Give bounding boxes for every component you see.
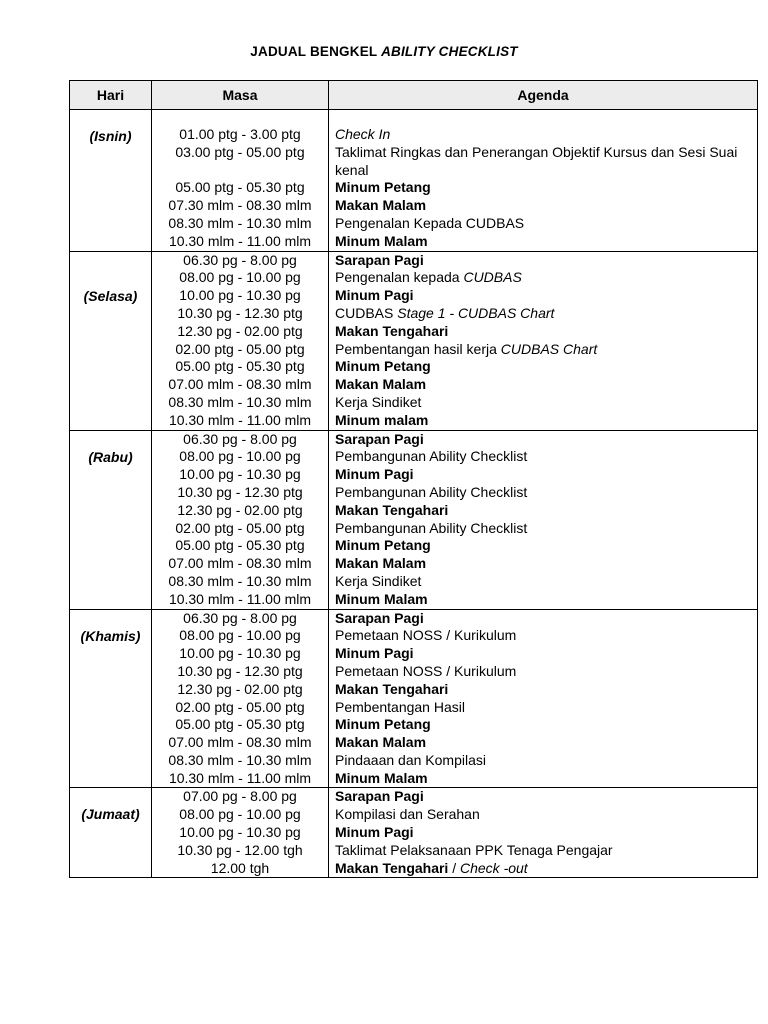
agenda-item [335, 412, 757, 430]
schedule-body [70, 110, 758, 878]
agenda-item [335, 341, 757, 359]
time-slot: 07.00 mlm - 08.30 mlm [168, 734, 312, 751]
masa-cell [152, 251, 329, 430]
agenda-item [335, 215, 757, 233]
agenda-item [335, 716, 757, 734]
agenda-item [335, 860, 757, 878]
day-name-cell [70, 788, 152, 878]
masa-cell [152, 110, 329, 252]
agenda-text: Pengenalan kepada [335, 269, 464, 286]
agenda-text: Makan Tengahari [335, 501, 449, 518]
agenda-text: Kerja Sindiket [335, 572, 422, 589]
agenda-text: Minum Malam [335, 232, 428, 249]
day-name-cell [70, 609, 152, 788]
time-slot: 05.00 ptg - 05.30 ptg [175, 537, 305, 554]
day-row [70, 788, 758, 878]
agenda-text: Makan Malam [335, 197, 427, 214]
agenda-item [335, 287, 757, 305]
time-slot: 10.30 mlm - 11.00 mlm [168, 232, 312, 249]
time-slot: 12.30 pg - 02.00 ptg [177, 322, 303, 339]
time-slot: 10.30 pg - 12.30 ptg [177, 662, 303, 679]
agenda-item [335, 555, 757, 573]
day-name: (Isnin) [89, 128, 132, 144]
time-slot: 06.30 pg - 8.00 pg [183, 609, 297, 626]
agenda-text: Pembangunan Ability Checklist [335, 519, 528, 536]
agenda-cell [329, 609, 758, 788]
time-slot: 06.30 pg - 8.00 pg [183, 430, 297, 447]
time-slot: 12.30 pg - 02.00 ptg [177, 680, 303, 697]
time-slot: 07.00 pg - 8.00 pg [183, 788, 297, 805]
agenda-item [335, 681, 757, 699]
agenda-text: Minum Malam [335, 769, 428, 786]
agenda-item [335, 734, 757, 752]
agenda-text: Minum Petang [335, 537, 431, 554]
day-name-cell [70, 110, 152, 252]
agenda-item [335, 502, 757, 520]
agenda-item [335, 752, 757, 770]
day-row [70, 110, 758, 252]
time-slot: 10.00 pg - 10.30 pg [179, 824, 301, 841]
agenda-item [335, 806, 757, 824]
agenda-text: Taklimat Pelaksanaan PPK Tenaga Pengajar [335, 841, 613, 858]
agenda-cell [329, 788, 758, 878]
agenda-item [335, 126, 757, 144]
agenda-item [335, 466, 757, 484]
time-slot: 08.30 mlm - 10.30 mlm [168, 572, 312, 589]
time-slot: 01.00 ptg - 3.00 ptg [179, 126, 301, 142]
agenda-text: Pindaaan dan Kompilasi [335, 751, 486, 768]
agenda-text: Taklimat Ringkas dan Penerangan Objektif Kursus dan Sesi Suai kenal [335, 143, 738, 178]
agenda-text: Minum Pagi [335, 645, 414, 662]
time-slot: 08.00 pg - 10.00 pg [179, 627, 301, 644]
agenda-item [335, 323, 757, 341]
agenda-item [335, 824, 757, 842]
time-slot: 10.30 pg - 12.00 tgh [177, 841, 303, 858]
time-slot: 07.00 mlm - 08.30 mlm [168, 555, 312, 572]
document-title [0, 44, 768, 59]
agenda-text: Minum Pagi [335, 287, 414, 304]
time-slot: 08.30 mlm - 10.30 mlm [168, 393, 312, 410]
agenda-text: Sarapan Pagi [335, 609, 424, 626]
day-row [70, 609, 758, 788]
time-slot: 12.00 tgh [210, 859, 270, 876]
title-italic: ABILITY CHECKLIST [381, 44, 518, 59]
time-slot: 10.00 pg - 10.30 pg [179, 466, 301, 483]
time-slot: 08.00 pg - 10.00 pg [179, 806, 301, 823]
time-slot: 08.00 pg - 10.00 pg [179, 448, 301, 465]
agenda-item [335, 788, 757, 806]
masa-cell [152, 609, 329, 788]
agenda-item [335, 431, 757, 449]
agenda-text: Makan Malam [335, 376, 427, 393]
title-main: JADUAL BENGKEL [250, 44, 382, 59]
agenda-text: Pengenalan Kepada CUDBAS [335, 214, 525, 231]
agenda-text: / [448, 859, 460, 876]
agenda-text: Minum Petang [335, 358, 431, 375]
agenda-item [335, 448, 757, 466]
agenda-text: Makan Malam [335, 734, 427, 751]
agenda-text: Pembangunan Ability Checklist [335, 448, 528, 465]
time-slot: 02.00 ptg - 05.00 ptg [175, 698, 305, 715]
time-slot: 10.30 mlm - 11.00 mlm [168, 769, 312, 786]
time-slot: 10.30 pg - 12.30 ptg [177, 304, 303, 321]
agenda-text: Kerja Sindiket [335, 393, 422, 410]
time-slot: 10.30 pg - 12.30 ptg [177, 483, 303, 500]
agenda-text: Minum Pagi [335, 824, 414, 841]
agenda-text: Pembentangan Hasil [335, 698, 465, 715]
agenda-text: Pembentangan hasil kerja [335, 340, 501, 357]
agenda-text: Pemetaan NOSS / Kurikulum [335, 662, 517, 679]
masa-cell [152, 788, 329, 878]
agenda-item [335, 233, 757, 251]
agenda-text: Pemetaan NOSS / Kurikulum [335, 627, 517, 644]
time-slot: 08.00 pg - 10.00 pg [179, 269, 301, 286]
agenda-text: Minum malam [335, 411, 429, 428]
agenda-item [335, 699, 757, 717]
agenda-text: Check -out [460, 859, 528, 876]
time-slot: 03.00 ptg - 05.00 ptg [175, 143, 305, 160]
time-slot: 08.30 mlm - 10.30 mlm [168, 751, 312, 768]
agenda-text: Makan Malam [335, 555, 427, 572]
time-slot: 10.30 mlm - 11.00 mlm [168, 411, 312, 428]
day-name: (Khamis) [80, 627, 141, 644]
agenda-text: Sarapan Pagi [335, 430, 424, 447]
day-name: (Rabu) [88, 448, 133, 465]
agenda-text: CUDBAS [463, 269, 522, 286]
agenda-item [335, 269, 757, 287]
agenda-item [335, 484, 757, 502]
agenda-item [335, 252, 757, 270]
day-name-cell [70, 251, 152, 430]
agenda-item [335, 770, 757, 788]
header-hari: Hari [70, 81, 152, 110]
schedule-table [69, 80, 758, 878]
time-slot: 12.30 pg - 02.00 ptg [177, 501, 303, 518]
agenda-item [335, 144, 757, 180]
agenda-text: Minum Malam [335, 590, 428, 607]
agenda-text: Minum Pagi [335, 466, 414, 483]
agenda-text: Minum Petang [335, 716, 431, 733]
agenda-item [335, 358, 757, 376]
agenda-item [335, 663, 757, 681]
agenda-item [335, 197, 757, 215]
header-agenda: Agenda [329, 81, 758, 110]
agenda-cell [329, 251, 758, 430]
agenda-item [335, 394, 757, 412]
agenda-item [335, 305, 757, 323]
time-slot: 10.00 pg - 10.30 pg [179, 287, 301, 304]
agenda-cell [329, 110, 758, 252]
agenda-text: Sarapan Pagi [335, 788, 424, 805]
time-slot: 05.00 ptg - 05.30 ptg [175, 179, 305, 196]
agenda-text: Stage 1 - CUDBAS Chart [397, 304, 555, 321]
day-row [70, 251, 758, 430]
agenda-item [335, 842, 757, 860]
time-slot: 05.00 ptg - 05.30 ptg [175, 716, 305, 733]
day-name: (Selasa) [83, 287, 138, 304]
time-slot: 07.00 mlm - 08.30 mlm [168, 376, 312, 393]
agenda-cell [329, 430, 758, 609]
time-slot: 06.30 pg - 8.00 pg [183, 251, 297, 268]
day-row [70, 430, 758, 609]
agenda-item [335, 610, 757, 628]
agenda-item [335, 573, 757, 591]
agenda-item [335, 376, 757, 394]
agenda-text: CUDBAS Chart [500, 340, 598, 357]
agenda-text: Makan Tengahari [335, 859, 449, 876]
agenda-text: Check In [335, 126, 391, 142]
agenda-item [335, 537, 757, 555]
time-slot: 10.00 pg - 10.30 pg [179, 645, 301, 662]
agenda-text: Makan Tengahari [335, 680, 449, 697]
masa-cell [152, 430, 329, 609]
agenda-text: Pembangunan Ability Checklist [335, 483, 528, 500]
time-slot: 02.00 ptg - 05.00 ptg [175, 519, 305, 536]
time-slot: 08.30 mlm - 10.30 mlm [168, 214, 312, 231]
agenda-item [335, 520, 757, 538]
agenda-text: Kompilasi dan Serahan [335, 806, 480, 823]
time-slot: 05.00 ptg - 05.30 ptg [175, 358, 305, 375]
header-masa: Masa [152, 81, 329, 110]
agenda-item [335, 627, 757, 645]
agenda-item [335, 645, 757, 663]
agenda-text: Sarapan Pagi [335, 251, 424, 268]
agenda-text: Minum Petang [335, 179, 431, 196]
agenda-text: CUDBAS [335, 304, 398, 321]
time-slot: 10.30 mlm - 11.00 mlm [168, 590, 312, 607]
agenda-text: Makan Tengahari [335, 322, 449, 339]
agenda-item [335, 179, 757, 197]
agenda-item [335, 591, 757, 609]
time-slot: 02.00 ptg - 05.00 ptg [175, 340, 305, 357]
day-name-cell [70, 430, 152, 609]
day-name: (Jumaat) [81, 806, 140, 823]
header-row [70, 81, 758, 110]
time-slot: 07.30 mlm - 08.30 mlm [168, 197, 312, 214]
